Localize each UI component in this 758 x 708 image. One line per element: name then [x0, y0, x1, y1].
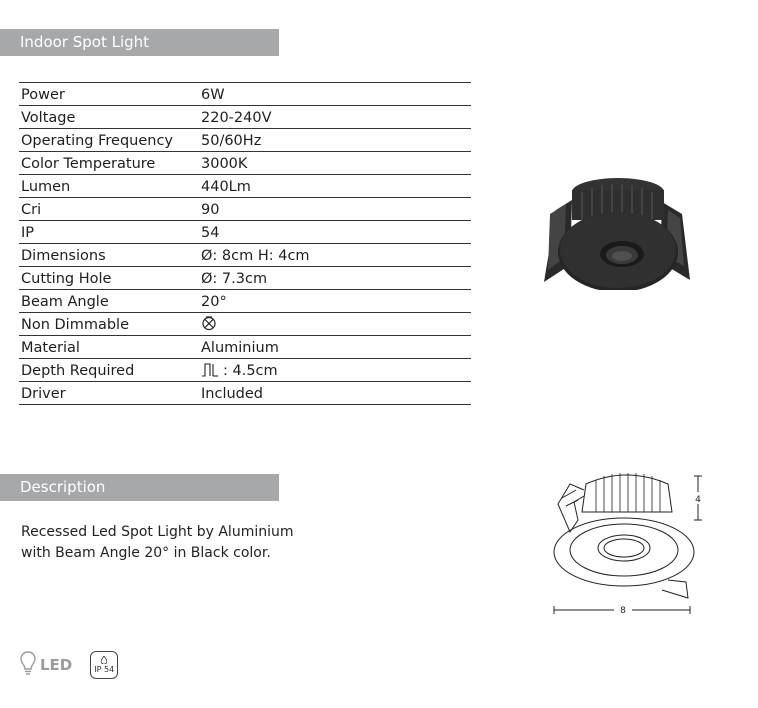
table-row: [19, 267, 471, 290]
spec-value: Ø: 8cm H: 4cm: [199, 244, 471, 267]
spec-value: [199, 313, 471, 336]
spec-label: Lumen: [19, 175, 199, 198]
spec-label: Non Dimmable: [19, 313, 199, 336]
description-line: with Beam Angle 20° in Black color.: [21, 545, 271, 561]
spec-label: IP: [19, 221, 199, 244]
led-bulb-icon: [20, 650, 36, 680]
badges: [20, 650, 118, 680]
table-row: [19, 152, 471, 175]
depth-value: : 4.5cm: [223, 363, 278, 379]
table-row: [19, 175, 471, 198]
spec-label: Cutting Hole: [19, 267, 199, 290]
spec-label: Dimensions: [19, 244, 199, 267]
description-line: Recessed Led Spot Light by Aluminium: [21, 524, 294, 540]
spec-value: 6W: [199, 83, 471, 106]
led-label: LED: [40, 656, 73, 674]
table-row: [19, 359, 471, 382]
spec-label: Material: [19, 336, 199, 359]
section-title-spec: Indoor Spot Light: [0, 29, 279, 56]
spec-value: 440Lm: [199, 175, 471, 198]
table-row: [19, 313, 471, 336]
spec-label: Driver: [19, 382, 199, 405]
non-dimmable-icon: [201, 315, 217, 335]
table-row: [19, 129, 471, 152]
height-label: 4: [695, 495, 701, 505]
table-row: [19, 290, 471, 313]
spec-label: Beam Angle: [19, 290, 199, 313]
description-text: [21, 522, 321, 564]
spec-value: [199, 359, 471, 382]
table-row: [19, 336, 471, 359]
spec-label: Color Temperature: [19, 152, 199, 175]
spec-label: Voltage: [19, 106, 199, 129]
table-row: [19, 382, 471, 405]
spec-value: 90: [199, 198, 471, 221]
spec-label: Operating Frequency: [19, 129, 199, 152]
spec-value: 3000K: [199, 152, 471, 175]
table-row: [19, 221, 471, 244]
table-row: [19, 244, 471, 267]
table-row: [19, 106, 471, 129]
spec-label: Power: [19, 83, 199, 106]
spec-value: 54: [199, 221, 471, 244]
spec-value: Aluminium: [199, 336, 471, 359]
technical-drawing: [548, 462, 708, 626]
spec-value: 220-240V: [199, 106, 471, 129]
depth-icon: [201, 361, 221, 381]
spec-value: 20°: [199, 290, 471, 313]
spec-label: Depth Required: [19, 359, 199, 382]
table-row: [19, 83, 471, 106]
product-photo: [530, 170, 700, 294]
spec-table: [19, 82, 471, 405]
spec-label: Cri: [19, 198, 199, 221]
width-label: 8: [620, 606, 626, 616]
ip-badge: [90, 651, 118, 679]
spec-value: Ø: 7.3cm: [199, 267, 471, 290]
led-badge: [20, 650, 72, 680]
section-title-description: Description: [0, 474, 279, 501]
spec-value: Included: [199, 382, 471, 405]
ip-label: IP 54: [94, 665, 115, 674]
table-row: [19, 198, 471, 221]
spec-value: 50/60Hz: [199, 129, 471, 152]
